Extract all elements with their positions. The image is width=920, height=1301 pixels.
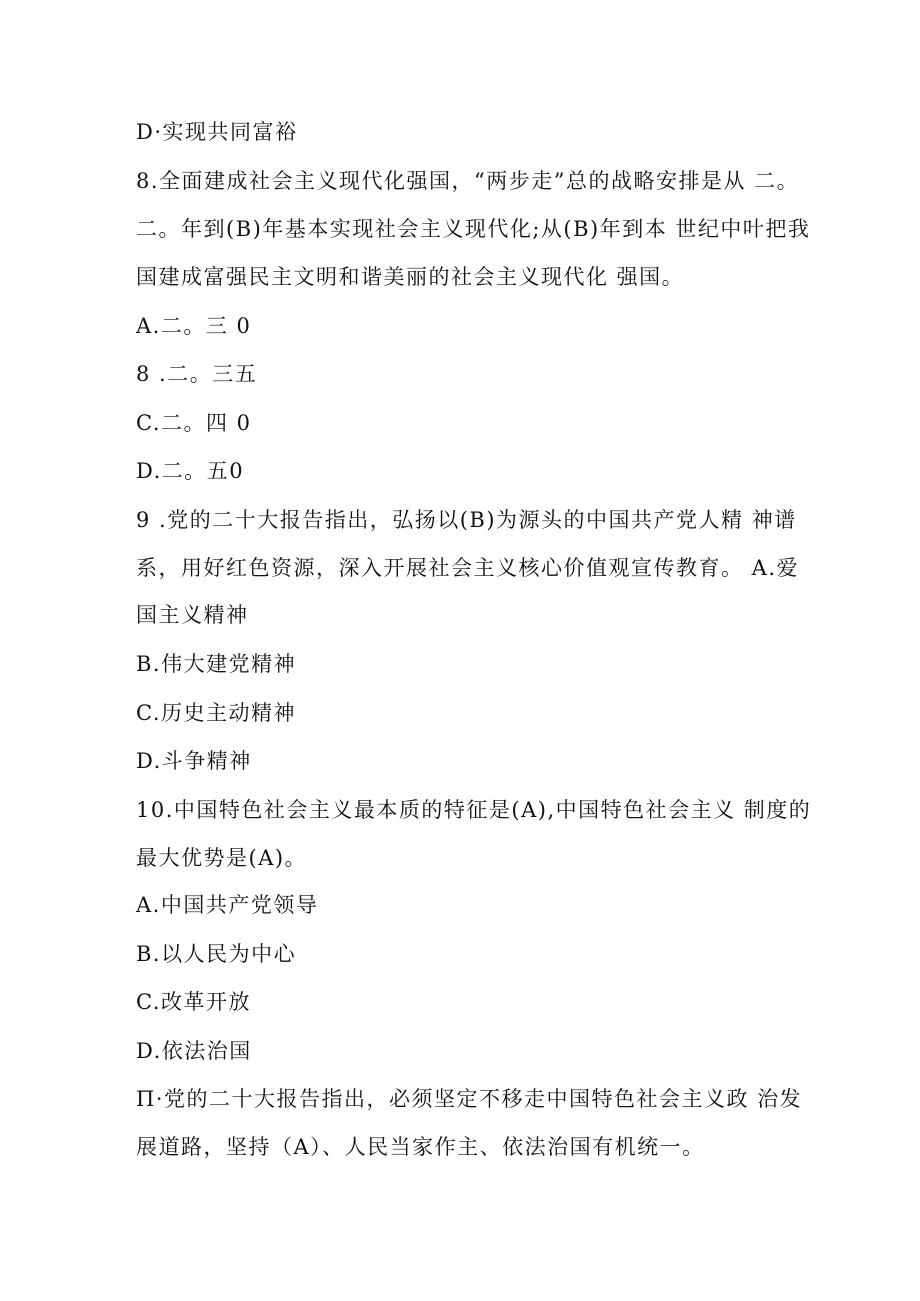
option-b-q8: 8 .二。三五 — [136, 362, 258, 386]
option-d-q10: D.依法治国 — [136, 1039, 252, 1063]
question-10-line-2: 最大优势是(A)。 — [136, 846, 308, 870]
question-9-line-2: 系，用好红色资源，深入开展社会主义核心价值观宣传教育。 A.爱 — [136, 556, 800, 580]
option-c-q8: C.二。四 0 — [136, 411, 252, 435]
question-10-line-1: 10.中国特色社会主义最本质的特征是(A),中国特色社会主义 制度的 — [136, 798, 812, 822]
option-a-q10: A.中国共产党领导 — [136, 893, 319, 917]
option-b-q10: B.以人民为中心 — [136, 942, 297, 966]
question-8-line-2: 二。年到(B)年基本实现社会主义现代化;从(B)年到本 世纪中叶把我 — [136, 217, 811, 241]
option-c-q10: C.改革开放 — [136, 990, 251, 1014]
option-a-q8: A.二。三 0 — [136, 314, 252, 338]
question-9-line-3: 国主义精神 — [136, 603, 249, 627]
option-c-q9: C.历史主动精神 — [136, 701, 296, 725]
option-d-q9: D.斗争精神 — [136, 749, 252, 773]
question-11-line-1: Π·党的二十大报告指出，必须坚定不移走中国特色社会主义政 治发 — [136, 1087, 803, 1111]
option-d-q8: D.二。五0 — [136, 459, 245, 483]
question-8-line-1: 8.全面建成社会主义现代化强国，“两步走”总的战略安排是从 二。 — [136, 169, 800, 193]
question-9-line-1: 9 .党的二十大报告指出，弘扬以(B)为源头的中国共产党人精 神谱 — [136, 508, 797, 532]
question-8-line-3: 国建成富强民主文明和谐美丽的社会主义现代化 强国。 — [136, 265, 685, 289]
question-11-line-2: 展道路，坚持（A）、人民当家作主、依法治国有机统一。 — [136, 1135, 705, 1159]
option-b-q9: B.伟大建党精神 — [136, 652, 297, 676]
option-d-q7: D·实现共同富裕 — [136, 120, 298, 144]
